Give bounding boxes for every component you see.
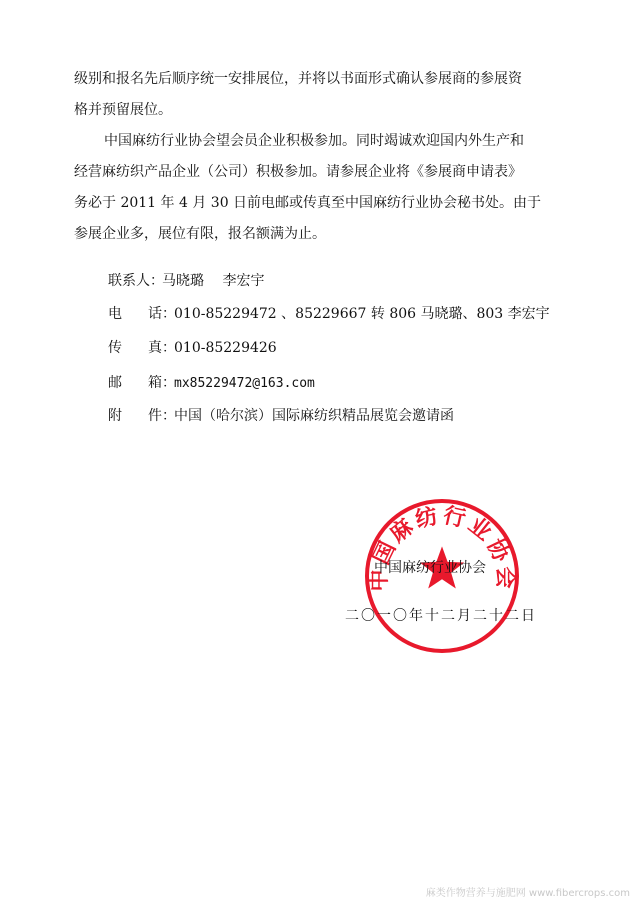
paragraph-invitation <box>74 126 580 250</box>
paragraph-line: 参展企业多，展位有限，报名额满为止。 <box>74 226 326 242</box>
email-value[interactable]: mx85229472@163.com <box>174 376 315 391</box>
colon: ： <box>162 306 176 322</box>
contact-person-label: 联系人 <box>108 273 150 289</box>
phone-row <box>108 303 550 323</box>
colon: ： <box>162 340 176 356</box>
signature-date: 二〇一〇年十二月二十二日 <box>345 608 537 624</box>
email-label: 邮箱 <box>108 375 162 391</box>
paragraph-exhibition-arrangement <box>74 64 580 126</box>
paragraph-line: 中国麻纺行业协会望会员企业积极参加。同时竭诚欢迎国内外生产和 <box>104 133 524 149</box>
paragraph-line: 格并预留展位。 <box>74 102 172 118</box>
phone-label: 电话 <box>108 306 162 322</box>
fax-label: 传真 <box>108 340 162 356</box>
colon: ： <box>150 273 164 289</box>
contact-person-row <box>108 270 264 290</box>
paragraph-line: 务必于 2011 年 4 月 30 日前电邮或传真至中国麻纺行业协会秘书处。由于 <box>74 195 542 211</box>
attachment-row <box>108 405 454 425</box>
site-watermark: 麻类作物营养与施肥网 www.fibercrops.com <box>425 888 630 899</box>
phone-value: 010-85229472 、85229667 转 806 马晓璐、803 李宏宇 <box>174 306 550 322</box>
fax-row <box>108 337 277 357</box>
fax-value: 010-85229426 <box>174 340 277 356</box>
signature-organization: 中国麻纺行业协会 <box>374 560 486 576</box>
paragraph-line: 级别和报名先后顺序统一安排展位，并将以书面形式确认参展商的参展资 <box>74 71 522 87</box>
colon: ： <box>162 375 176 391</box>
attachment-label: 附件 <box>108 408 162 424</box>
colon: ： <box>162 408 176 424</box>
attachment-value: 中国（哈尔滨）国际麻纺织精品展览会邀请函 <box>174 408 454 424</box>
email-row <box>108 372 315 392</box>
paragraph-line: 经营麻纺织产品企业（公司）积极参加。请参展企业将《参展商申请表》 <box>74 164 522 180</box>
contact-person-value: 马晓璐 李宏宇 <box>162 273 265 289</box>
seal-text: 中国麻纺行业协会 <box>366 503 518 592</box>
